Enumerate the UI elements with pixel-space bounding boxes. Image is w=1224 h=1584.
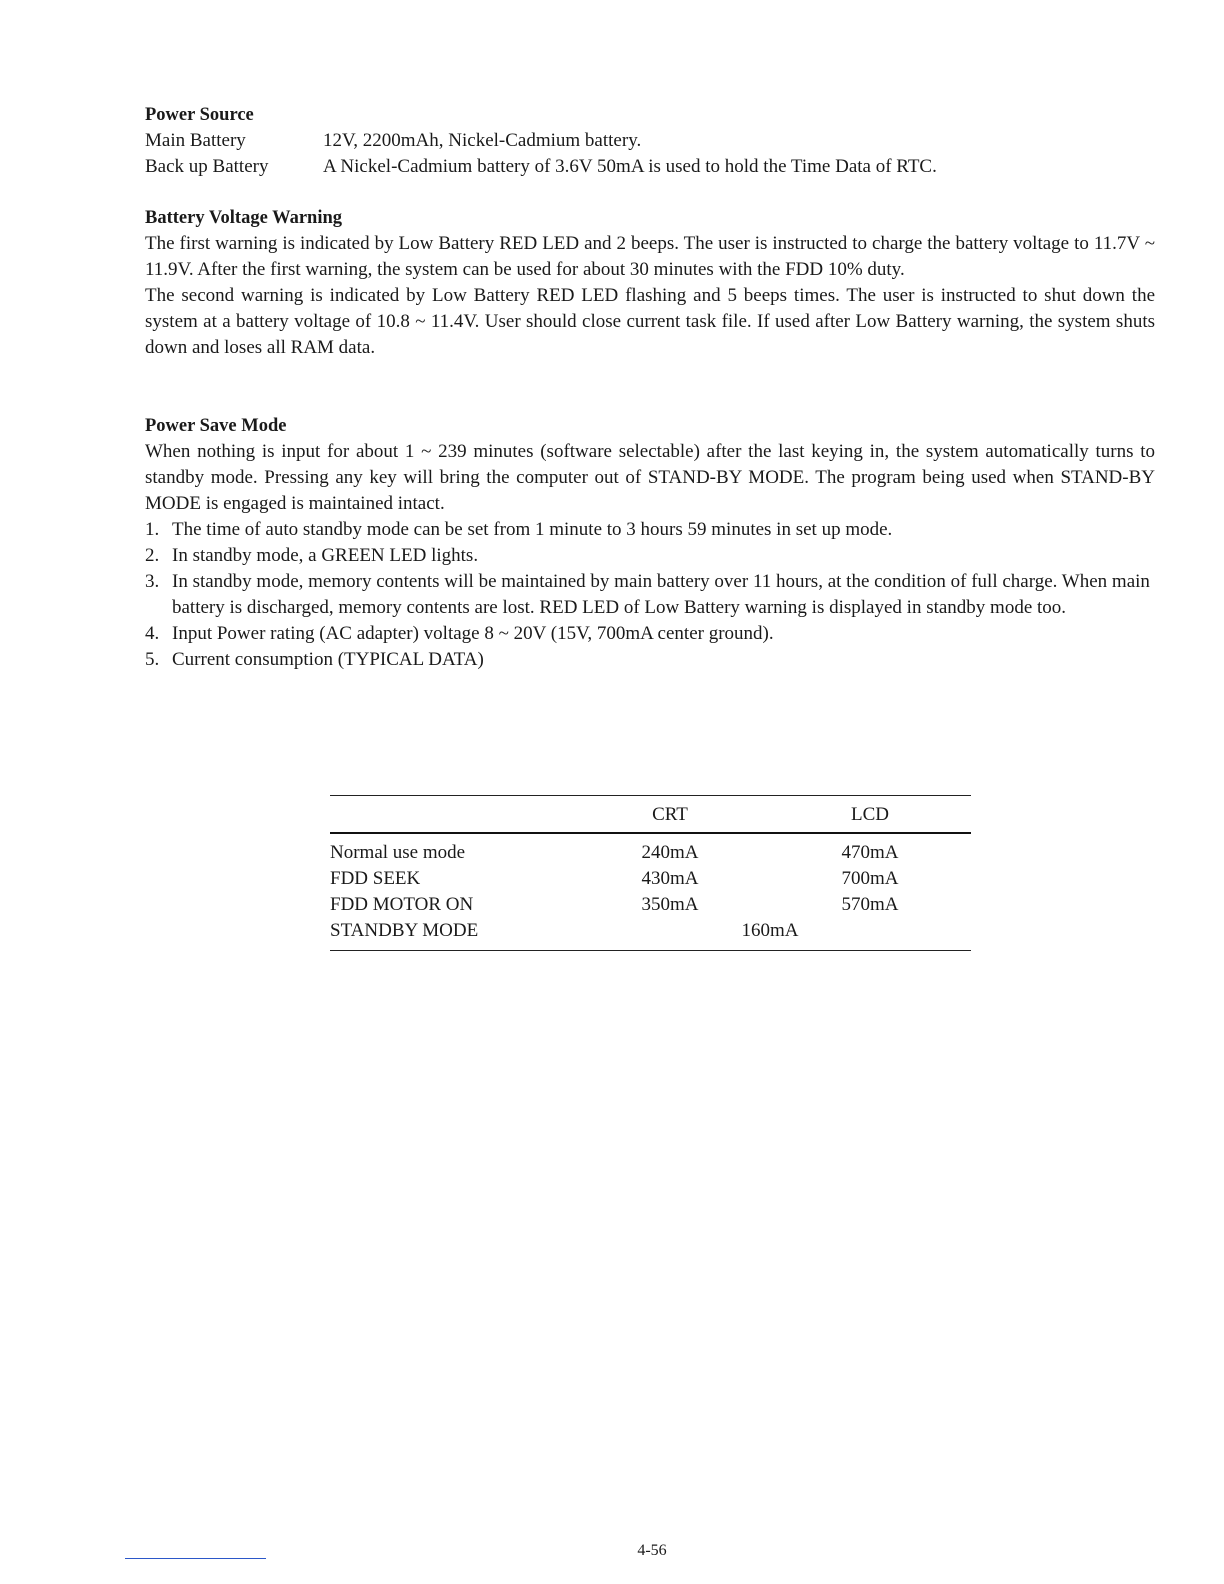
list-item-text: Current consumption (TYPICAL DATA) — [172, 649, 484, 670]
list-item-number: 1. — [145, 519, 160, 540]
table-body — [330, 834, 971, 950]
power-save-section — [145, 413, 1155, 673]
list-item — [145, 543, 1155, 569]
row-lcd-value: 470mA — [841, 842, 899, 863]
main-battery-label: Main Battery — [145, 130, 246, 151]
list-item-number: 2. — [145, 545, 160, 566]
power-save-heading: Power Save Mode — [145, 416, 287, 436]
current-consumption-table — [330, 795, 971, 951]
footer-divider — [125, 1558, 266, 1559]
standby-value: 160mA — [741, 920, 799, 941]
row-label: FDD MOTOR ON — [330, 894, 474, 915]
header-lcd: LCD — [851, 804, 889, 825]
list-item-text: In standby mode, a GREEN LED lights. — [172, 545, 479, 566]
row-crt-value: 240mA — [641, 842, 699, 863]
first-warning-paragraph: The first warning is indicated by Low Battery RED LED and 2 beeps. The user is instructed to charge the battery voltage to 11.7V ~ 11.9V. After the first warning, the system can be used for about 30 minutes with the FDD 10% duty. — [145, 233, 1155, 280]
power-save-list — [145, 517, 1155, 673]
list-item-text: The time of auto standby mode can be set from 1 minute to 3 hours 59 minutes in set up mode. — [172, 519, 893, 540]
list-item-number: 4. — [145, 623, 160, 644]
second-warning-paragraph: The second warning is indicated by Low Battery RED LED flashing and 5 beeps times. The user is instructed to shut down the system at a battery voltage of 10.8 ~ 11.4V. User should close current task file. If used after Low Battery warning, the system shuts down and loses all RAM data. — [145, 285, 1155, 358]
row-lcd-value: 700mA — [841, 868, 899, 889]
list-item — [145, 647, 1155, 673]
row-label: FDD SEEK — [330, 868, 421, 889]
list-item — [145, 569, 1155, 621]
row-label: STANDBY MODE — [330, 920, 479, 941]
backup-battery-label: Back up Battery — [145, 156, 269, 177]
list-item — [145, 621, 1155, 647]
backup-battery-value: A Nickel-Cadmium battery of 3.6V 50mA is used to hold the Time Data of RTC. — [323, 156, 937, 177]
list-item-text: In standby mode, memory contents will be maintained by main battery over 11 hours, at the condition of full charge. When main battery is discharged, memory contents are lost. RED LED of Low Battery warning is displayed in standby mode too. — [172, 571, 1150, 618]
header-crt: CRT — [652, 804, 688, 825]
power-source-section — [145, 102, 1155, 180]
list-item-number: 5. — [145, 649, 160, 670]
row-crt-value: 430mA — [641, 868, 699, 889]
list-item — [145, 517, 1155, 543]
table-row — [330, 892, 971, 918]
page-number: 4-56 — [637, 1542, 667, 1559]
row-lcd-value: 570mA — [841, 894, 899, 915]
table-row-standby — [330, 918, 971, 944]
battery-warning-section — [145, 205, 1155, 361]
table-row — [330, 866, 971, 892]
power-source-heading: Power Source — [145, 105, 254, 125]
table-row — [330, 840, 971, 866]
power-save-intro: When nothing is input for about 1 ~ 239 minutes (software selectable) after the last keying in, the system automatically turns to standby mode. Pressing any key will bring the computer out of STAND-BY MODE. The program being used when STAND-BY MODE is engaged is maintained intact. — [145, 441, 1155, 514]
row-label: Normal use mode — [330, 842, 466, 863]
battery-warning-heading: Battery Voltage Warning — [145, 208, 342, 228]
main-battery-value: 12V, 2200mAh, Nickel-Cadmium battery. — [323, 130, 642, 151]
main-battery-row — [145, 128, 1155, 154]
list-item-number: 3. — [145, 571, 160, 592]
backup-battery-row — [145, 154, 1155, 180]
table-bottom-rule — [330, 950, 971, 951]
row-crt-value: 350mA — [641, 894, 699, 915]
table-header-row — [330, 796, 971, 832]
list-item-text: Input Power rating (AC adapter) voltage 8 ~ 20V (15V, 700mA center ground). — [172, 623, 774, 644]
